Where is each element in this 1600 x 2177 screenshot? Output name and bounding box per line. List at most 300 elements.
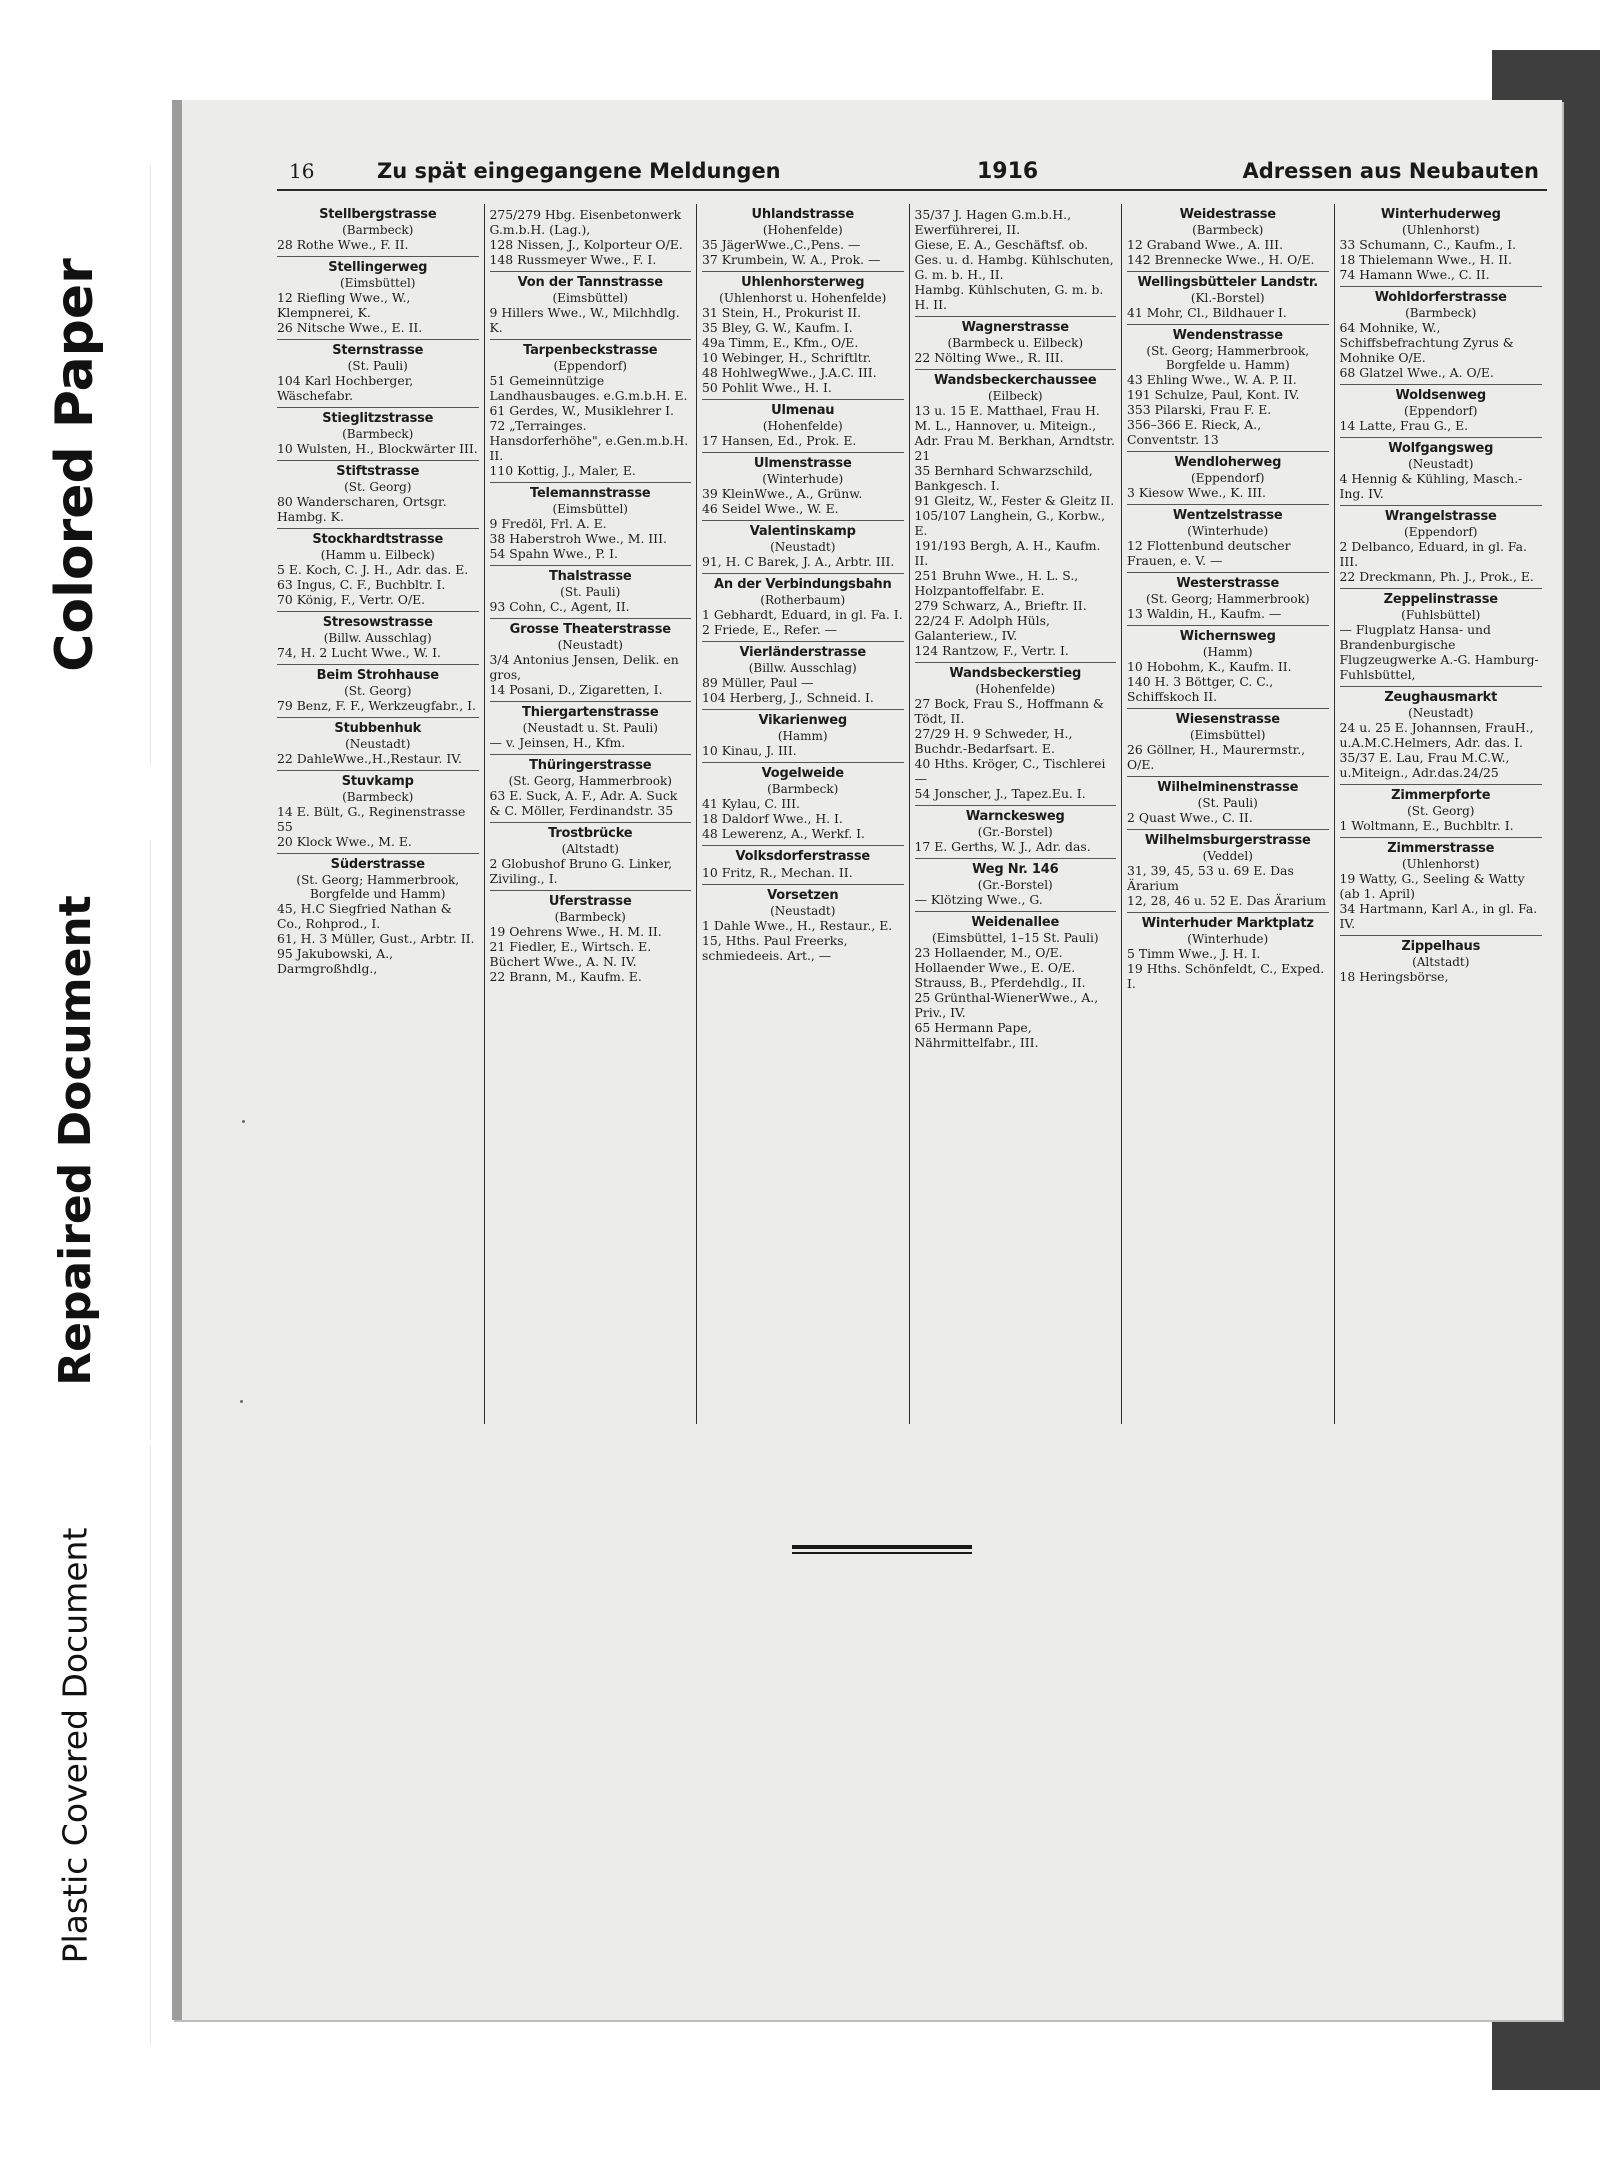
street-section bbox=[702, 521, 904, 574]
address-entry: 128 Nissen, J., Kolporteur O/E. bbox=[489, 237, 683, 252]
address-entry: 21 Fiedler, E., Wirtsch. E. bbox=[489, 939, 652, 954]
address-entry: 64 Mohnike, W., Schiffsbefrachtung Zyrus & Mohnike O/E. bbox=[1339, 320, 1514, 365]
address-entry: 65 Hermann Pape, Nährmittelfabr., III. bbox=[914, 1020, 1039, 1050]
street-name: Weidenallee bbox=[971, 915, 1060, 930]
speck bbox=[240, 1400, 243, 1403]
street-section bbox=[277, 204, 479, 257]
street-name: Uferstrasse bbox=[548, 894, 632, 909]
district: (Barmbeck) bbox=[1192, 223, 1264, 237]
address-entry: 38 Haberstroh Wwe., M. III. bbox=[489, 531, 667, 546]
street-name: Wentzelstrasse bbox=[1172, 508, 1283, 523]
address-entry: Büchert Wwe., A. N. IV. bbox=[489, 954, 637, 969]
street-name: Wiesenstrasse bbox=[1175, 712, 1280, 727]
street-name: Trostbrücke bbox=[548, 826, 633, 841]
street-section bbox=[1127, 272, 1329, 325]
address-entry: 20 Klock Wwe., M. E. bbox=[277, 834, 412, 849]
street-name: Telemannstrasse bbox=[530, 486, 651, 501]
district: (Eimsbüttel) bbox=[552, 502, 628, 516]
street-section bbox=[915, 204, 1117, 317]
district: (Uhlenhorst u. Hohenfelde) bbox=[719, 291, 887, 305]
label-repaired-document: Repaired Document bbox=[0, 840, 151, 1440]
street-name: Volksdorferstrasse bbox=[735, 849, 870, 864]
street-name: Vikarienweg bbox=[758, 713, 848, 728]
address-entry: 25 Grünthal-WienerWwe., A., Priv., IV. bbox=[914, 990, 1099, 1020]
address-entry: 3 Kiesow Wwe., K. III. bbox=[1127, 485, 1266, 500]
street-section bbox=[1340, 838, 1543, 936]
street-name: Zeppelinstrasse bbox=[1383, 592, 1498, 607]
district: (Eimsbüttel) bbox=[552, 291, 628, 305]
district: (Gr.-Borstel) bbox=[977, 878, 1053, 892]
street-name: Thüringerstrasse bbox=[529, 758, 652, 773]
address-entry: 10 Webinger, H., Schriftltr. bbox=[702, 350, 872, 365]
page-number: 16 bbox=[289, 159, 315, 183]
address-entry: 95 Jakubowski, A., Darmgroßhdlg., bbox=[277, 946, 394, 976]
street-section bbox=[1127, 573, 1329, 626]
address-entry: 74 Hamann Wwe., C. II. bbox=[1339, 267, 1490, 282]
street-name: Woldsenweg bbox=[1395, 388, 1486, 403]
street-name: Zimmerstrasse bbox=[1387, 841, 1495, 856]
street-section bbox=[1127, 777, 1329, 830]
street-name: Von der Tannstrasse bbox=[517, 275, 663, 290]
address-entry: 110 Kottig, J., Maler, E. bbox=[489, 463, 636, 478]
street-name: Winterhuderweg bbox=[1380, 207, 1501, 222]
street-section bbox=[490, 566, 692, 619]
address-entry: 104 Herberg, J., Schneid. I. bbox=[702, 690, 874, 705]
street-name: An der Verbindungsbahn bbox=[713, 577, 892, 592]
directory-columns bbox=[272, 204, 1547, 1424]
street-name: Sternstrasse bbox=[332, 343, 424, 358]
street-name: Wellingsbütteler Landstr. bbox=[1137, 275, 1318, 290]
street-name: Ulmenau bbox=[771, 403, 835, 418]
street-section bbox=[277, 854, 479, 980]
district: (Barmbeck) bbox=[342, 427, 414, 441]
address-entry: 18 Thielemann Wwe., H. II. bbox=[1339, 252, 1512, 267]
street-name: Vierländerstrasse bbox=[739, 645, 867, 660]
address-entry: 12, 28, 46 u. 52 E. Das Ärarium bbox=[1127, 893, 1326, 908]
address-entry: 1 Gebhardt, Eduard, in gl. Fa. I. bbox=[702, 607, 903, 622]
street-section bbox=[490, 891, 692, 988]
address-entry: 2 Delbanco, Eduard, in gl. Fa. III. bbox=[1339, 539, 1527, 569]
district: (Eimsbüttel) bbox=[1190, 728, 1266, 742]
district: (Billw. Ausschlag) bbox=[323, 631, 432, 645]
district: (Hohenfelde) bbox=[762, 419, 843, 433]
street-section bbox=[1127, 913, 1329, 995]
street-section bbox=[490, 340, 692, 483]
district: (Hamm u. Eilbeck) bbox=[320, 548, 435, 562]
address-entry: 142 Brennecke Wwe., H. O/E. bbox=[1127, 252, 1315, 267]
street-section bbox=[490, 272, 692, 340]
address-entry: 41 Kylau, C. III. bbox=[702, 796, 800, 811]
district: (Barmbeck) bbox=[342, 223, 414, 237]
district: (Uhlenhorst) bbox=[1401, 223, 1480, 237]
address-entry: 19 Hths. Schönfeldt, C., Exped. I. bbox=[1127, 961, 1325, 991]
address-entry: 31 Stein, H., Prokurist II. bbox=[702, 305, 862, 320]
address-entry: 105/107 Langhein, G., Korbw., E. bbox=[914, 508, 1106, 538]
address-entry: 34 Hartmann, Karl A., in gl. Fa. IV. bbox=[1339, 901, 1538, 931]
street-name: Wichernsweg bbox=[1179, 629, 1276, 644]
header-title: Zu spät eingegangene Meldungen bbox=[377, 159, 781, 183]
district: (Billw. Ausschlag) bbox=[748, 661, 857, 675]
street-section bbox=[1127, 709, 1329, 777]
street-section bbox=[702, 453, 904, 521]
address-entry: — Flugplatz Hansa- und Brandenburgische Flugzeugwerke A.-G. Hamburg-Fuhlsbüttel, bbox=[1339, 622, 1539, 682]
street-section bbox=[1340, 687, 1543, 785]
address-entry: 18 Heringsbörse, bbox=[1339, 969, 1449, 984]
address-entry: 1 Dahle Wwe., H., Restaur., E. bbox=[702, 918, 893, 933]
address-entry: Giese, E. A., Geschäftsf. ob. Ges. u. d. Hambg. Kühlschuten, G. m. b. H., II. bbox=[914, 237, 1114, 282]
address-entry: 3/4 Antonius Jensen, Delik. en gros, bbox=[489, 652, 679, 682]
address-entry: 51 Gemeinnützige Landhausbauges. e.G.m.b.H. E. bbox=[489, 373, 688, 403]
street-section bbox=[1340, 287, 1543, 385]
district: (Uhlenhorst) bbox=[1401, 857, 1480, 871]
directory-column bbox=[697, 204, 910, 1424]
street-section bbox=[915, 912, 1117, 1054]
address-entry: 13 Waldin, H., Kaufm. — bbox=[1127, 606, 1282, 621]
address-entry: Hambg. Kühlschuten, G. m. b. H. II. bbox=[914, 282, 1104, 312]
directory-column bbox=[272, 204, 485, 1424]
street-section bbox=[1340, 438, 1543, 506]
address-entry: 35/37 E. Lau, Frau M.C.W., u.Miteign., Adr.das.24/25 bbox=[1339, 750, 1510, 780]
street-section bbox=[915, 806, 1117, 859]
street-name: Thiergartenstrasse bbox=[522, 705, 659, 720]
address-entry: 61 Gerdes, W., Musiklehrer I. bbox=[489, 403, 674, 418]
district: (Fuhlsbüttel) bbox=[1401, 608, 1481, 622]
address-entry: 5 E. Koch, C. J. H., Adr. das. E. bbox=[277, 562, 469, 577]
address-entry: 54 Jonscher, J., Tapez.Eu. I. bbox=[914, 786, 1086, 801]
address-entry: 2 Quast Wwe., C. II. bbox=[1127, 810, 1253, 825]
address-entry: 70 König, F., Vertr. O/E. bbox=[277, 592, 426, 607]
address-entry: 26 Göllner, H., Maurermstr., O/E. bbox=[1127, 742, 1306, 772]
address-entry: 10 Kinau, J. III. bbox=[702, 743, 797, 758]
street-section bbox=[277, 408, 479, 461]
address-entry: 140 H. 3 Böttger, C. C., Schiffskoch II. bbox=[1127, 674, 1274, 704]
street-name: Uhlenhorsterweg bbox=[741, 275, 865, 290]
district: (Eppendorf) bbox=[1191, 471, 1265, 485]
district: (Neustadt u. St. Pauli) bbox=[522, 721, 658, 735]
address-entry: 46 Seidel Wwe., W. E. bbox=[702, 501, 839, 516]
address-entry: 22/24 F. Adolph Hüls, Galanteriew., IV. bbox=[914, 613, 1050, 643]
street-name: Zippelhaus bbox=[1401, 939, 1481, 954]
address-entry: 89 Müller, Paul — bbox=[702, 675, 814, 690]
address-entry: 2 Friede, E., Refer. — bbox=[702, 622, 838, 637]
street-section bbox=[702, 204, 904, 272]
street-name: Uhlandstrasse bbox=[751, 207, 854, 222]
address-entry: 80 Wanderscharen, Ortsgr. Hambg. K. bbox=[277, 494, 447, 524]
address-entry: 23 Hollaender, M., O/E. bbox=[914, 945, 1063, 960]
address-entry: 54 Spahn Wwe., P. I. bbox=[489, 546, 618, 561]
address-entry: 35 Bley, G. W., Kaufm. I. bbox=[702, 320, 853, 335]
street-name: Warnckesweg bbox=[965, 809, 1065, 824]
address-entry: 5 Timm Wwe., J. H. I. bbox=[1127, 946, 1261, 961]
address-entry: 48 HohlwegWwe., J.A.C. III. bbox=[702, 365, 877, 380]
street-section bbox=[277, 771, 479, 854]
street-name: Wagnerstrasse bbox=[961, 320, 1069, 335]
district: (Rotherbaum) bbox=[760, 593, 846, 607]
address-entry: 18 Daldorf Wwe., H. I. bbox=[702, 811, 843, 826]
street-name: Wohldorferstrasse bbox=[1374, 290, 1507, 305]
address-entry: 17 E. Gerths, W. J., Adr. das. bbox=[914, 839, 1091, 854]
address-entry: 22 Dreckmann, Ph. J., Prok., E. bbox=[1339, 569, 1534, 584]
street-section bbox=[277, 665, 479, 718]
address-entry: 26 Nitsche Wwe., E. II. bbox=[277, 320, 423, 335]
street-section bbox=[490, 823, 692, 891]
street-section bbox=[277, 340, 479, 408]
street-section bbox=[277, 612, 479, 665]
street-section bbox=[1340, 506, 1543, 589]
address-entry: 10 Fritz, R., Mechan. II. bbox=[702, 865, 853, 880]
address-entry: 41 Mohr, Cl., Bildhauer I. bbox=[1127, 305, 1287, 320]
district: (St. Georg; Hammerbrook) bbox=[1145, 592, 1310, 606]
street-section bbox=[1340, 936, 1543, 988]
street-section bbox=[1340, 385, 1543, 438]
street-name: Thalstrasse bbox=[548, 569, 632, 584]
street-name: Ulmenstrasse bbox=[753, 456, 852, 471]
street-section bbox=[702, 400, 904, 453]
district: (Eppendorf) bbox=[553, 359, 627, 373]
district: (Winterhude) bbox=[762, 472, 844, 486]
street-name: Stiftstrasse bbox=[336, 464, 420, 479]
address-entry: 17 Hansen, Ed., Prok. E. bbox=[702, 433, 857, 448]
street-name: Süderstrasse bbox=[330, 857, 425, 872]
street-name: Grosse Theaterstrasse bbox=[509, 622, 671, 637]
district: (Gr.-Borstel) bbox=[977, 825, 1053, 839]
district: (Eimsbüttel, 1–15 St. Pauli) bbox=[931, 931, 1099, 945]
address-entry: 22 DahleWwe.,H.,Restaur. IV. bbox=[277, 751, 462, 766]
address-entry: 356–366 E. Rieck, A., Conventstr. 13 bbox=[1127, 417, 1262, 447]
district: (Barmbeck) bbox=[554, 910, 626, 924]
street-section bbox=[277, 257, 479, 340]
address-entry: 91 Gleitz, W., Fester & Gleitz II. bbox=[914, 493, 1115, 508]
address-entry: 45, H.C Siegfried Nathan & Co., Rohprod., I. bbox=[277, 901, 452, 931]
street-name: Stubbenhuk bbox=[334, 721, 422, 736]
address-entry: 93 Cohn, C., Agent, II. bbox=[489, 599, 630, 614]
street-name: Zeughausmarkt bbox=[1384, 690, 1498, 705]
address-entry: 63 E. Suck, A. F., Adr. A. Suck & C. Möller, Ferdinandstr. 35 bbox=[489, 788, 678, 818]
street-section bbox=[702, 763, 904, 846]
address-entry: 12 Riefling Wwe., W., Klempnerei, K. bbox=[277, 290, 411, 320]
district: (Eilbeck) bbox=[987, 389, 1043, 403]
district: (Neustadt) bbox=[345, 737, 411, 751]
street-section bbox=[490, 755, 692, 823]
directory-column bbox=[485, 204, 698, 1424]
street-name: Stellingerweg bbox=[328, 260, 428, 275]
street-section bbox=[490, 483, 692, 566]
address-entry: 13 u. 15 E. Matthael, Frau H. M. L., Hannover, u. Miteign., Adr. Frau M. Berkhan, Arndtstr. 21 bbox=[914, 403, 1115, 463]
street-name: Weidestrasse bbox=[1179, 207, 1276, 222]
district: (Altstadt) bbox=[561, 842, 619, 856]
address-entry: 279 Schwarz, A., Brieftr. II. bbox=[914, 598, 1087, 613]
address-entry: Hollaender Wwe., E. O/E. bbox=[914, 960, 1076, 975]
address-entry: 35/37 J. Hagen G.m.b.H., Ewerführerei, II. bbox=[914, 207, 1072, 237]
address-entry: 48 Lewerenz, A., Werkf. I. bbox=[702, 826, 865, 841]
district: (Hohenfelde) bbox=[975, 682, 1056, 696]
address-entry: 9 Fredöl, Frl. A. E. bbox=[489, 516, 607, 531]
street-section bbox=[915, 317, 1117, 370]
district: (Barmbeck) bbox=[342, 790, 414, 804]
address-entry: 9 Hillers Wwe., W., Milchhdlg. K. bbox=[489, 305, 680, 335]
address-entry: 22 Brann, M., Kaufm. E. bbox=[489, 969, 642, 984]
street-name: Wilhelmsburgerstrasse bbox=[1144, 833, 1311, 848]
district: (St. Georg) bbox=[1407, 804, 1475, 818]
address-entry: 10 Wulsten, H., Blockwärter III. bbox=[277, 441, 478, 456]
district: (Neustadt) bbox=[1408, 457, 1474, 471]
address-entry: 12 Graband Wwe., A. III. bbox=[1127, 237, 1284, 252]
directory-column bbox=[1122, 204, 1335, 1424]
district: (Eimsbüttel) bbox=[340, 276, 416, 290]
street-section bbox=[277, 461, 479, 529]
address-entry: 19 Watty, G., Seeling & Watty (ab 1. April) bbox=[1339, 871, 1525, 901]
street-section bbox=[702, 846, 904, 885]
address-entry: 275/279 Hbg. Eisenbetonwerk G.m.b.H. (Lag.), bbox=[489, 207, 682, 237]
street-section bbox=[702, 642, 904, 710]
street-section bbox=[702, 710, 904, 763]
district: (Hamm) bbox=[777, 729, 828, 743]
street-name: Wolfgangsweg bbox=[1388, 441, 1494, 456]
street-name: Wrangelstrasse bbox=[1384, 509, 1497, 524]
street-section bbox=[277, 718, 479, 771]
street-name: Valentinskamp bbox=[749, 524, 856, 539]
street-name: Vorsetzen bbox=[767, 888, 839, 903]
address-entry: 15, Hths. Paul Freerks, schmiedeeis. Art., — bbox=[702, 933, 848, 963]
street-name: Winterhuder Marktplatz bbox=[1141, 916, 1314, 931]
end-rule bbox=[792, 1545, 972, 1555]
address-entry: 191 Schulze, Paul, Kont. IV. bbox=[1127, 387, 1300, 402]
district: (St. Pauli) bbox=[347, 359, 408, 373]
address-entry: 74, H. 2 Lucht Wwe., W. I. bbox=[277, 645, 441, 660]
address-entry: 2 Globushof Bruno G. Linker, Ziviling., I. bbox=[489, 856, 673, 886]
address-entry: — Klötzing Wwe., G. bbox=[914, 892, 1043, 907]
address-entry: 14 E. Bült, G., Reginenstrasse 55 bbox=[277, 804, 466, 834]
district: (Winterhude) bbox=[1187, 932, 1269, 946]
address-entry: 353 Pilarski, Frau F. E. bbox=[1127, 402, 1272, 417]
street-name: Wandsbeckerstieg bbox=[949, 666, 1082, 681]
header-year: 1916 bbox=[977, 159, 1039, 184]
address-entry: 124 Rantzow, F., Vertr. I. bbox=[914, 643, 1069, 658]
street-section bbox=[1127, 452, 1329, 505]
address-entry: 1 Woltmann, E., Buchbltr. I. bbox=[1339, 818, 1514, 833]
address-entry: 27 Bock, Frau S., Hoffmann & Tödt, II. bbox=[914, 696, 1104, 726]
address-entry: 35 JägerWwe.,C.,Pens. — bbox=[702, 237, 861, 252]
street-section bbox=[915, 859, 1117, 912]
district: (Neustadt) bbox=[770, 904, 836, 918]
scanned-page bbox=[172, 100, 1562, 2020]
address-entry: 251 Bruhn Wwe., H. L. S., Holzpantoffelfabr. E. bbox=[914, 568, 1079, 598]
district: (Barmbeck u. Eilbeck) bbox=[947, 336, 1084, 350]
address-entry: 22 Nölting Wwe., R. III. bbox=[914, 350, 1064, 365]
street-name: Wandsbeckerchaussee bbox=[933, 373, 1097, 388]
address-entry: 19 Oehrens Wwe., H. M. II. bbox=[489, 924, 662, 939]
address-entry: 35 Bernhard Schwarzschild, Bankgesch. I. bbox=[914, 463, 1093, 493]
street-name: Stieglitzstrasse bbox=[322, 411, 434, 426]
archive-labels bbox=[0, 0, 150, 2177]
district: (St. Georg, Hammerbrook) bbox=[508, 774, 672, 788]
address-entry: — v. Jeinsen, H., Kfm. bbox=[489, 735, 626, 750]
label-plastic-covered: Plastic Covered Document bbox=[0, 1445, 151, 2045]
address-entry: 79 Benz, F. F., Werkzeugfabr., I. bbox=[277, 698, 476, 713]
district: (St. Georg) bbox=[344, 480, 412, 494]
address-entry: 12 Flottenbund deutscher Frauen, e. V. — bbox=[1127, 538, 1291, 568]
address-entry: 91, H. C Barek, J. A., Arbtr. III. bbox=[702, 554, 895, 569]
district: (Neustadt) bbox=[557, 638, 623, 652]
district: (Altstadt) bbox=[1412, 955, 1470, 969]
street-section bbox=[915, 370, 1117, 663]
street-name: Stellbergstrasse bbox=[319, 207, 437, 222]
address-entry: 14 Posani, D., Zigaretten, I. bbox=[489, 682, 663, 697]
street-name: Zimmerpforte bbox=[1391, 788, 1491, 803]
street-section bbox=[1127, 325, 1329, 452]
district: (St. Pauli) bbox=[1197, 796, 1258, 810]
street-section bbox=[1127, 505, 1329, 573]
address-entry: 14 Latte, Frau G., E. bbox=[1339, 418, 1469, 433]
street-name: Vogelweide bbox=[761, 766, 844, 781]
label-colored-paper: Colored Paper bbox=[0, 165, 151, 765]
address-entry: 63 Ingus, C. F., Buchbltr. I. bbox=[277, 577, 446, 592]
address-entry: 68 Glatzel Wwe., A. O/E. bbox=[1339, 365, 1494, 380]
address-entry: 4 Hennig & Kühling, Masch.-Ing. IV. bbox=[1339, 471, 1523, 501]
district: (Barmbeck) bbox=[1405, 306, 1477, 320]
directory-column bbox=[910, 204, 1123, 1424]
street-name: Tarpenbeckstrasse bbox=[523, 343, 658, 358]
street-section bbox=[277, 529, 479, 612]
street-name: Wendenstrasse bbox=[1172, 328, 1283, 343]
page-header bbox=[277, 155, 1547, 191]
street-section bbox=[1340, 589, 1543, 687]
district: (St. Georg; Hammerbrook, Borgfelde u. Hamm) bbox=[1146, 344, 1310, 372]
address-entry: 148 Russmeyer Wwe., F. I. bbox=[489, 252, 657, 267]
street-section bbox=[1127, 204, 1329, 272]
address-entry: 39 KleinWwe., A., Grünw. bbox=[702, 486, 863, 501]
street-section bbox=[490, 619, 692, 702]
street-name: Wilhelminenstrasse bbox=[1157, 780, 1299, 795]
street-name: Weg Nr. 146 bbox=[972, 862, 1059, 877]
address-entry: 104 Karl Hochberger, Wäschefabr. bbox=[277, 373, 414, 403]
district: (Hohenfelde) bbox=[762, 223, 843, 237]
address-entry: 28 Rothe Wwe., F. II. bbox=[277, 237, 409, 252]
address-entry: 43 Ehling Wwe., W. A. P. II. bbox=[1127, 372, 1297, 387]
address-entry: 37 Krumbein, W. A., Prok. — bbox=[702, 252, 881, 267]
address-entry: 72 „Terrainges. Hansdorferhöhe", e.Gen.m.b.H. II. bbox=[489, 418, 689, 463]
district: (Barmbeck) bbox=[767, 782, 839, 796]
district: (Kl.-Borstel) bbox=[1190, 291, 1265, 305]
address-entry: 191/193 Bergh, A. H., Kaufm. II. bbox=[914, 538, 1101, 568]
street-section bbox=[490, 702, 692, 755]
address-entry: 49a Timm, E., Kfm., O/E. bbox=[702, 335, 859, 350]
street-name: Wendloherweg bbox=[1174, 455, 1282, 470]
address-entry: 33 Schumann, C., Kaufm., I. bbox=[1339, 237, 1517, 252]
street-name: Beim Strohhause bbox=[316, 668, 439, 683]
district: (Winterhude) bbox=[1187, 524, 1269, 538]
street-section bbox=[915, 663, 1117, 806]
street-section bbox=[1340, 785, 1543, 838]
district: (Eppendorf) bbox=[1404, 525, 1478, 539]
address-entry: 24 u. 25 E. Johannsen, FrauH., u.A.M.C.Helmers, Adr. das. I. bbox=[1339, 720, 1534, 750]
speck bbox=[242, 1120, 245, 1123]
street-section bbox=[702, 574, 904, 642]
street-section bbox=[1127, 626, 1329, 709]
address-entry: 27/29 H. 9 Schweder, H., Buchdr.-Bedarfsart. E. bbox=[914, 726, 1073, 756]
street-section bbox=[1127, 830, 1329, 913]
district: (Neustadt) bbox=[1408, 706, 1474, 720]
address-entry: Strauss, B., Pferdehdlg., II. bbox=[914, 975, 1086, 990]
address-entry: 61, H. 3 Müller, Gust., Arbtr. II. bbox=[277, 931, 475, 946]
district: (Neustadt) bbox=[770, 540, 836, 554]
district: (St. Pauli) bbox=[560, 585, 621, 599]
address-entry: 50 Pohlit Wwe., H. I. bbox=[702, 380, 832, 395]
street-name: Stockhardtstrasse bbox=[312, 532, 444, 547]
district: (Eppendorf) bbox=[1404, 404, 1478, 418]
district: (Hamm) bbox=[1202, 645, 1253, 659]
street-section bbox=[1340, 204, 1543, 287]
